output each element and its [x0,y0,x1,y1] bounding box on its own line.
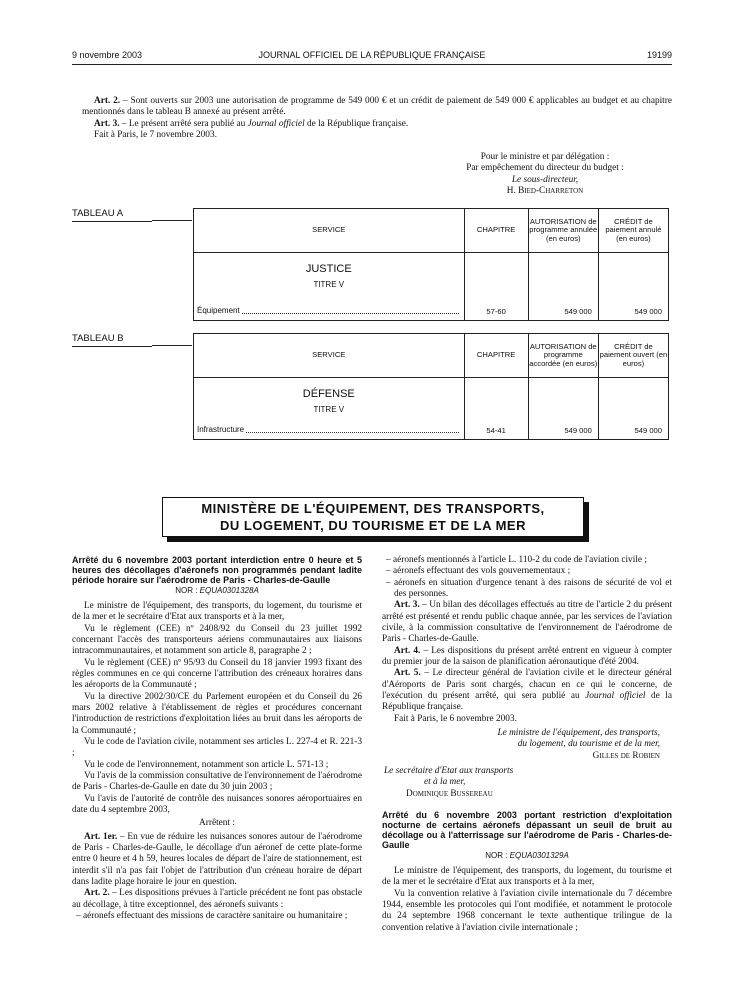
chapitre-value: 54-41 [486,425,506,435]
article-5: Art. 5. – Le directeur général de l'aviation civile et le directeur général d'Aéroports de Paris sont chargés, chacun en ce qui le concerne, de l'exécution du présent arrêté, qui sera publié au Journal officiel de la République française. [382,668,672,713]
chapitre-value: 57-60 [486,306,506,316]
nor-reference-2: NOR : EQUA0301329A [485,851,569,861]
decree-title-1: Arrêté du 6 novembre 2003 portant interdiction entre 0 heure et 5 heures des décollages d'aéronefs non programmés pendant ladite période horaire sur l'aérodrome de Paris - Charles-de-Gaulle [72,555,362,586]
header-date: 9 novembre 2003 [72,50,143,60]
col-service: SERVICE [194,334,465,378]
col-credit: CRÉDIT de paiement ouvert (en euros) [598,334,668,378]
col-chapitre: CHAPITRE [464,209,528,253]
ministry-line-1: MINISTÈRE DE L'ÉQUIPEMENT, DES TRANSPORTS, [201,501,545,516]
article-3-top: Art. 3. – Le présent arrêté sera publié au Journal officiel de la République française. [94,118,409,129]
article-3: Art. 3. – Un bilan des décollages effectués au titre de l'article 2 du présent arrêté est présenté et rendu public chaque année, par les services de l'aviation civile, à la commission consultative de l'environnement de l'aérodrome de Paris - Charles-de-Gaulle. [382,600,672,645]
signature-secretary: Le secrétaire d'Etat aux transports et à la mer, Dominique Bussereau [384,765,514,799]
right-column [382,555,672,934]
fait-a-paris-top: Fait à Paris, le 7 novembre 2003. [94,129,217,140]
left-column [72,555,362,922]
table-row [194,253,465,321]
ministry-banner [162,497,584,537]
paragraph: Vu le règlement (CEE) nº 2408/92 du Conseil du 23 juillet 1992 concernant l'accès des transporteurs aériens communautaires aux liaisons intracommunautaires, et notamment son article 8, paragraphe 2 ; [72,623,362,657]
header-page-number: 19199 [646,50,672,60]
article-2-top: Art. 2. – Sont ouverts sur 2003 une autorisation de programme de 549 000 € et un crédit de paiement de 549 000 € applicables au budget et au chapitre mentionnés dans le tableau B annexé au présent arrêté. [82,96,672,118]
decree-title-2: Arrêté du 6 novembre 2003 portant restriction d'exploitation nocturne de certains aéronefs dépassant un seuil de bruit au décollage ou à l'atterrissage sur l'aérodrome de Paris - Charles-de-Gaulle [382,809,672,851]
credit-value: 549 000 [634,306,662,316]
col-service: SERVICE [194,209,465,253]
col-chapitre: CHAPITRE [464,334,528,378]
tableau-b [193,333,669,440]
header-journal-title: JOURNAL OFFICIEL DE LA RÉPUBLIQUE FRANÇAISE [258,50,486,60]
fait-a-paris: Fait à Paris, le 6 novembre 2003. [394,713,517,724]
article-4: Art. 4. – Les dispositions du présent arrêté entrent en vigueur à compter du premier jour de la saison de planification aéronautique d'été 2004. [382,645,673,667]
tableau-a-label: TABLEAU A [72,208,152,222]
paragraph: Vu l'avis de l'autorité de contrôle des nuisances sonores aéroportuaires en date du 4 septembre 2003, [72,793,362,815]
nor-reference-1: NOR : EQUA0301328A [175,586,259,596]
paragraph: Vu la convention relative à l'aviation civile internationale du 7 décembre 1944, ensemble les protocoles qui l'ont modifiée, et notamment le protocole du 24 septembre 1968 concernant le texte authentique trilingue de la convention relative à l'aviation civile internationale ; [382,888,672,933]
row-label: Infrastructure [197,425,245,435]
col-autorisation: AUTORISATION de programme annulée (en euros) [528,209,598,253]
top-articles [82,96,672,141]
col-credit: CRÉDIT de paiement annulé (en euros) [598,209,668,253]
arretent: Arrêtent : [199,818,235,829]
paragraph: Vu le règlement (CEE) nº 95/93 du Conseil du 18 janvier 1993 fixant des règles communes en ce qui concerne l'attribution des créneaux horaires dans les aéroports de la Communauté ; [72,657,362,691]
list-item: – aéronefs effectuant des vols gouvernementaux ; [386,566,571,577]
paragraph: Vu la directive 2002/30/CE du Parlement européen et du Conseil du 26 mars 2002 relative à l'établissement de règles et procédures concernant l'introduction de restrictions d'exploitation liées au bruit dans les aéroports de la Communauté ; [72,691,362,736]
list-item: – aéronefs en situation d'urgence tenant à des raisons de sécurité de vol et des personnes. [386,577,672,599]
credit-value: 549 000 [634,425,662,435]
paragraph: Vu l'avis de la commission consultative de l'environnement de l'aérodrome de Paris - Charles-de-Gaulle en date du 30 juin 2003 ; [72,770,362,793]
row-label: Équipement [197,306,240,316]
signature-minister: Le ministre de l'équipement, des transports, du logement, du tourisme et de la mer, Gilles de Robien [497,727,660,761]
list-item: – aéronefs effectuant des missions de caractère sanitaire ou humanitaire ; [76,910,348,921]
section-title: DÉFENSE [302,388,355,400]
autorisation-value: 549 000 [564,306,592,316]
autorisation-value: 549 000 [564,425,592,435]
paragraph: Vu le code de l'aviation civile, notamment ses articles L. 227-4 et R. 221-3 ; [72,736,362,759]
article-2: Art. 2. – Les dispositions prévues à l'article précédent ne font pas obstacle au décollage, à titre exceptionnel, des aéronefs suivants : [72,888,362,910]
table-row [194,378,465,440]
page-header [72,50,672,64]
paragraph: Vu le code de l'environnement, notamment son article L. 571-13 ; [84,759,329,770]
tableau-a [193,208,669,321]
titre: TITRE V [313,405,345,415]
paragraph: Le ministre de l'équipement, des transports, du logement, du tourisme et de la mer et le secrétaire d'Etat aux transports et à la mer, [382,865,672,888]
ministry-line-2: DU LOGEMENT, DU TOURISME ET DE LA MER [220,517,526,533]
titre: TITRE V [313,280,345,290]
list-item: – aéronefs mentionnés à l'article L. 110-2 du code de l'aviation civile ; [386,555,647,565]
header-rule [72,64,672,65]
article-1: Art. 1er. – En vue de réduire les nuisances sonores autour de l'aérodrome de Paris - Charles-de-Gaulle, le décollage d'un aéronef de cette plate-forme entre 0 heure et 4 h 59, heures locales de départ de l'aire de stationnement, est interdit s'il n'a pas fait l'objet de l'attribution d'un créneau horaire de départ dans ladite plage horaire le jour en question. [72,831,362,887]
signature-block-top: Pour le ministre et par délégation : Par empêchement du directeur du budget : Le sous-directeur, H. Bied-Charreton [466,152,624,196]
paragraph: Le ministre de l'équipement, des transports, du logement, du tourisme et de la mer et le secrétaire d'Etat aux transports et à la mer, [72,600,362,623]
tableau-b-label: TABLEAU B [72,333,152,347]
col-autorisation: AUTORISATION de programme accordée (en euros) [528,334,598,378]
section-title: JUSTICE [305,263,352,275]
